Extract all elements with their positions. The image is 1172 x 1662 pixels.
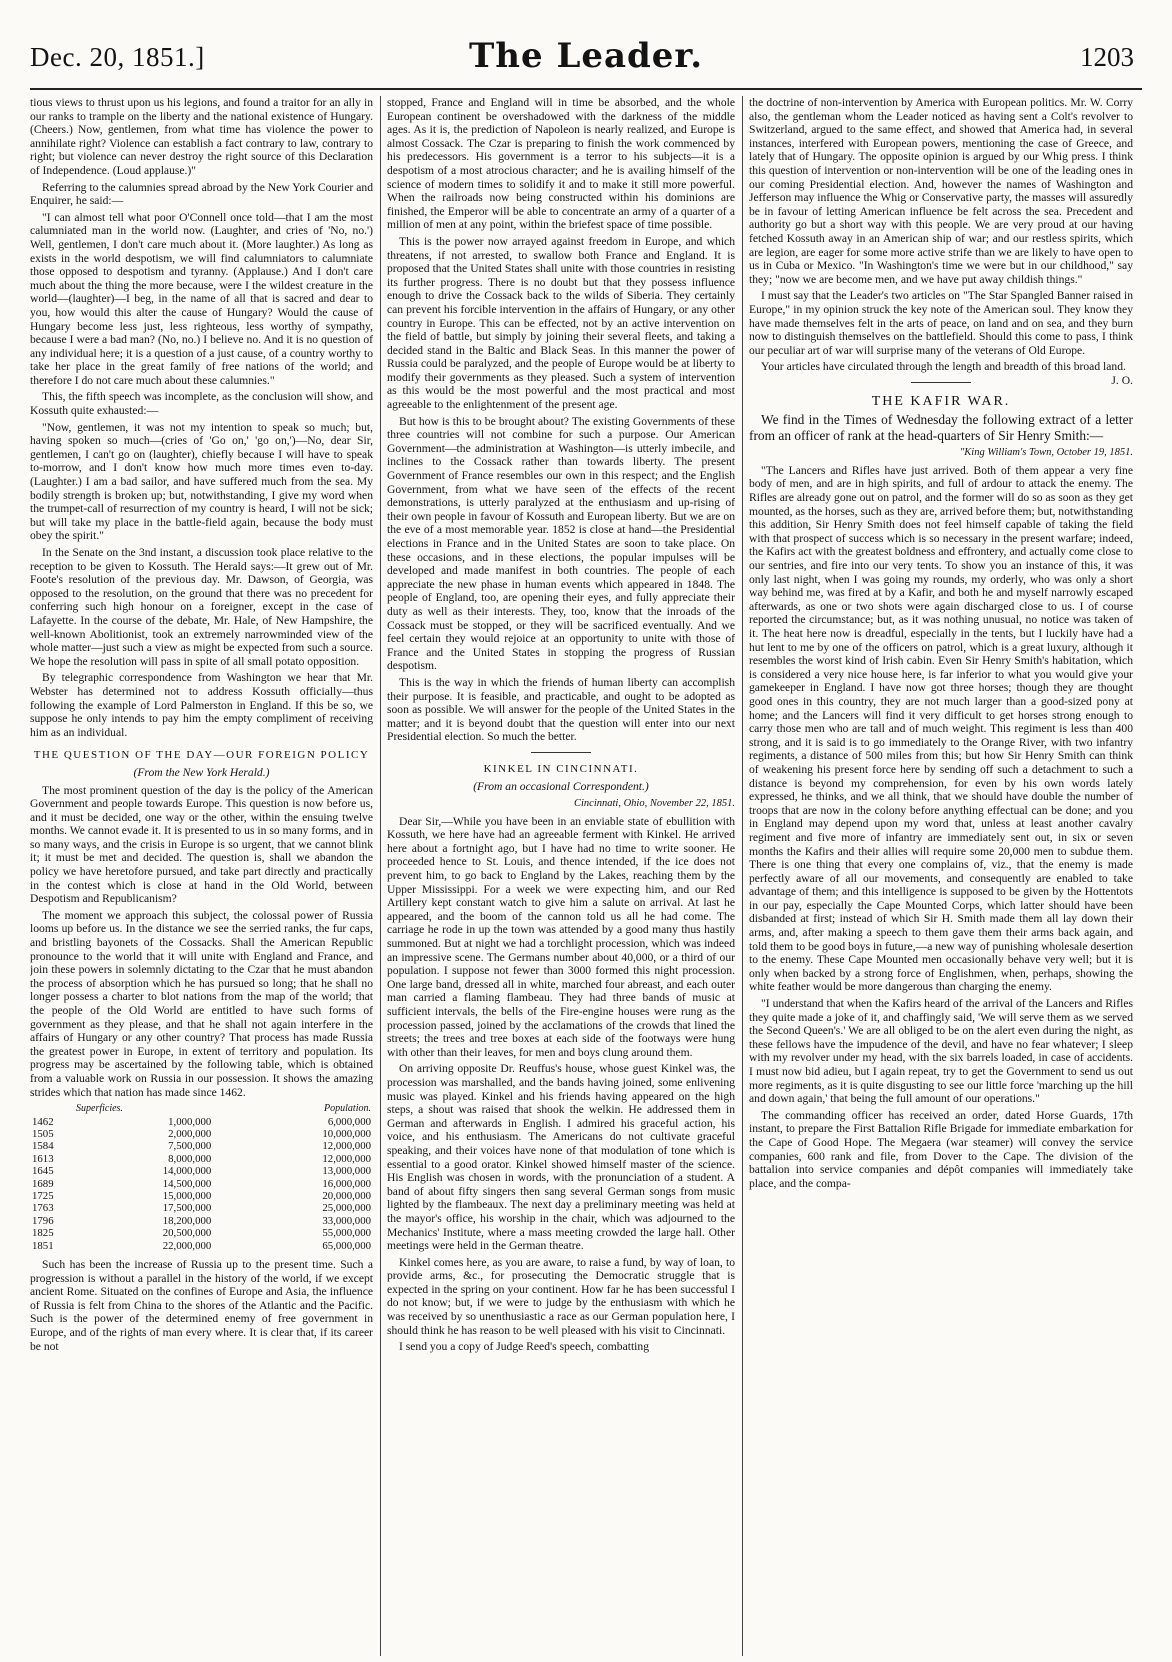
population-cell: 25,000,000 bbox=[322, 1202, 371, 1215]
table-row bbox=[30, 1202, 373, 1214]
population-cell: 13,000,000 bbox=[322, 1165, 371, 1178]
table-row bbox=[30, 1178, 373, 1190]
year-cell: 1645 bbox=[32, 1165, 54, 1178]
quoted-speech: "I can almost tell what poor O'Connell once told—that I am the most calumniated man in the world now. (Laughter, and cries of 'No, no.') Well, gentlemen, I don't care much about it. (More laughter.) As long as exists in the world despotism, we will find calumniators to calumniate those opposed to despotism and tyranny. (Applause.) And I don't care much about the thing the more because, were I the wildest creature in the world—(laughter)—I beg, in the name of all that is sacred and dear to you, how would this alter the cause of Hungary? Would the cause of Hungary become less just, less righteous, less worthy of sympathy, because I were a bad man? (No, no.) I believe no. And it is no question of any individual here; it is a question of a just cause, of a country worthy to take her place in the great family of free nations of the world; and therefore I do not care much about these calumnies." bbox=[30, 210, 373, 387]
paragraph: In the Senate on the 3nd instant, a discussion took place relative to the reception to be given to Kossuth. The Herald says:—It grew out of Mr. Foote's resolution of the previous day. Mr. Dawson, of Georgia, was opposed to the resolution, on the ground that there was no precedent for conferring such high honour on a foreigner, except in the case of Lafayette. In the course of the debate, Mr. Hale, of New Hampshire, the well-known Abolitionist, took an extremely narrowminded view of the whole matter—just such a view as might be expected from such a source. We hope the resolution will pass in spite of all small potato opposition. bbox=[30, 546, 373, 668]
year-cell: 1763 bbox=[32, 1202, 54, 1215]
column-3 bbox=[749, 96, 1133, 1656]
paragraph-text: Your articles have circulated through the length and breadth of this broad land. bbox=[761, 360, 1126, 374]
quoted-speech: "Now, gentlemen, it was not my intention to speak so much; but, having spoken so much—(cries of 'Go on,' 'go on,')—No, dear Sir, gentlemen, I can't go on (laughter), chiefly because I will have to speak to-morrow, and I don't know how much more times even to-day. (Laughter.) I am a bad sailor, and have suffered much from the sea. My bodily strength is broken up; but, notwithstanding, I give my word when the trumpet-call of resurrection of my country is heard, I will not be sick; but will take my place in the battle-field again, because the body must obey the spirit." bbox=[30, 420, 373, 543]
paragraph: The commanding officer has received an order, dated Horse Guards, 17th instant, to prepare the First Battalion Rifle Brigade for immediate embarkation for the Cape of Good Hope. The Megaera (war steamer) will convey the service companies, 600 rank and file, from Dover to the Cape. The division of the battalion into service companies and dépôt companies will immediately take place, and the compa- bbox=[749, 1108, 1133, 1190]
leader-dots bbox=[213, 1116, 233, 1128]
column-divider bbox=[742, 96, 743, 1656]
paragraph: On arriving opposite Dr. Reuffus's house, whose guest Kinkel was, the procession was marshalled, and the bands having joined, some enlivening music was played. Kinkel and his friends having appeared on the high steps, a shout was raised that shook the welkin. He addressed them in German and afterwards in English. I admired his graceful action, his voice, and his enthusiasm. The Americans do not cultivate graceful speaking, and their voices have none of that modulation of tone which is essential to a good orator. Kinkel showed himself master of the science. His English was chosen in words, with the pronunciation of a student. A band of about fifty singers then sang several German songs from music lighted by the flambeaux. The next day a preliminary meeting was held at the mayor's office, his worship in the chair, which was adjourned to the Mechanics' Institute, where a mass meeting crowded the large hall. Other meetings were held in the German theatre. bbox=[387, 1062, 735, 1253]
leader-dots bbox=[213, 1190, 233, 1202]
population-cell: 55,000,000 bbox=[322, 1227, 371, 1240]
year-cell: 1505 bbox=[32, 1127, 54, 1140]
population-cell: 20,000,000 bbox=[322, 1190, 371, 1202]
paragraph: By telegraphic correspondence from Washington we hear that Mr. Webster has determined not to address Kossuth officially—thus following the example of Lord Palmerston in England. If this be so, we suppose he only intends to pay him the empty compliment of receiving him as an individual. bbox=[30, 671, 373, 739]
paragraph: This is the way in which the friends of human liberty can accomplish their purpose. It is feasible, and practicable, and ought to be adopted as soon as possible. We will answer for the people of the United States in the matter; and it is beyond doubt that the question will enter into our next Presidential election. So much the better. bbox=[387, 675, 735, 744]
section-rule bbox=[531, 752, 591, 753]
page-number: 1203 bbox=[1080, 42, 1134, 72]
newspaper-title: The Leader. bbox=[468, 36, 704, 76]
paragraph: This is the power now arrayed against freedom in Europe, and which threatens, if not arrested, to swallow both France and England. It is proposed that the United States shall unite with those countries in resisting its further progress. There is no doubt but that they possess influence enough to drive the Cossack back to the wilds of Siberia. They certainly can prevent his forcible intervention in the affairs of Hungary, or any other country in Europe. This can be effected, not by an active intervention on the field of battle, but simply by joining their several fleets, and taking a decided stand in the Baltic and Black Seas. In this manner the power of Russia could be paralyzed, and the people of Europe would be at liberty to modify their governments as they pleased. Such a system of intervention as this would be the most powerful and the most practical and most agreeable to the enlightenment of the present age. bbox=[387, 234, 735, 412]
population-cell: 10,000,000 bbox=[322, 1127, 371, 1140]
year-cell: 1462 bbox=[32, 1115, 54, 1128]
year-cell: 1851 bbox=[32, 1239, 54, 1252]
article-heading: KINKEL IN CINCINNATI. bbox=[483, 762, 639, 775]
population-cell: 65,000,000 bbox=[322, 1239, 371, 1252]
year-cell: 1796 bbox=[32, 1214, 54, 1227]
column-header: Population. bbox=[324, 1103, 371, 1115]
signature-initials: J. O. bbox=[1111, 373, 1133, 387]
paragraph: Such has been the increase of Russia up to the present time. Such a progression is without a parallel in the history of the world, if we except ancient Rome. Situated on the confines of Europe and Asia, the influence of Russia is felt from China to the shores of the Atlantic and the Pacific. Such is the power of the determined enemy of free government in Europe, and of the rights of man every where. It is clear that, if its career be not bbox=[30, 1258, 373, 1353]
paragraph: The moment we approach this subject, the colossal power of Russia looms up before us. In the distance we see the serried ranks, the fur caps, and bristling bayonets of the Cossacks. Shall the American Republic pronounce to the world that it will unite with England and France, and join these powers in solemnly dictating to the Czar that he must abandon the process of absorption which he has pursued so long; that he shall no longer possess a charter to blot nations from the map of the world; that the people of the Old World are entitled to have such forms of government as they please, and that he shall not again interfere in the affairs of Hungary or any other country? That process has made Russia the greatest power in Europe, in extent of territory and population. Its progress may be ascertained by the following table, which is obtained from a valuable work on Russia in our possession. It shows the amazing strides which that nation has made since 1462. bbox=[30, 908, 373, 1099]
table-row bbox=[30, 1165, 373, 1177]
issue-date: Dec. 20, 1851.] bbox=[30, 42, 205, 72]
russia-growth-table bbox=[30, 1103, 373, 1252]
column-2 bbox=[387, 96, 735, 1656]
year-cell: 1584 bbox=[32, 1140, 54, 1153]
paragraph: Kinkel comes here, as you are aware, to raise a fund, by way of loan, to provide arms, &c., for prosecuting the Democratic struggle that is expected in the spring on your continent. How far he has been successful I do not know; but, if we were to judge by the enthusiasm with which he was received by so unenthusiastic a race as our German population here, I should think he has reason to be well pleased with his visit to Cincinnati. bbox=[387, 1255, 735, 1337]
superficies-cell: 15,000,000 bbox=[162, 1190, 212, 1202]
column-divider bbox=[380, 96, 381, 1656]
table-row bbox=[30, 1190, 373, 1202]
paragraph bbox=[749, 360, 1133, 387]
superficies-cell: 2,000,000 bbox=[168, 1127, 212, 1140]
paragraph: stopped, France and England will in time be absorbed, and the whole European continent be overshadowed with the darkness of the middle ages. As it is, the prediction of Napoleon is nearly realized, and Europe is almost Cossack. The Czar is preparing to finish the work commenced by his predecessors. His government is a terror to his subjects—it is a despotism of a most atrocious character; and he is availing himself of the science of modern times to solidify it and to make it still more powerful. When the railroads now being constructed within his dominions are finished, the Emperor will be able to concentrate an army of a quarter of a million of men at any point, within the briefest space of time possible. bbox=[387, 96, 735, 232]
table-body bbox=[30, 1116, 373, 1252]
section-rule bbox=[911, 382, 971, 383]
population-cell: 12,000,000 bbox=[322, 1152, 371, 1165]
article-heading: THE KAFIR WAR. bbox=[871, 393, 1011, 409]
table-row bbox=[30, 1215, 373, 1227]
column-1 bbox=[30, 96, 373, 1656]
leader-dots bbox=[213, 1240, 233, 1252]
paragraph: the doctrine of non-intervention by America with European politics. Mr. W. Corry also, the gentleman whom the Leader noticed as having sent a Colt's revolver to Switzerland, argued to the same effect, and showed that America had, in several instances, interfered with European powers, mentioning the case of Greece, and lately that of Hungary. The opposite opinion is argued by our Whig press. I think this question of intervention or non-intervention will be one of the leading ones in our coming Presidential election. And, however the names of Washington and Jefferson may influence the Whig or Conservative party, the masses will assuredly be in favour of letting American influence be felt across the sea. Precedent and authority go but a short way with this people. We are very proud at our having fetched Kossuth away in an American ship of war; and our restless spirits, which are legion, are eager for some more active strife than we are likely to have open to us in Cuba or Mexico. "In Washington's time we were but in our childhood," say they; "now we are become men, and we have put away childish things." bbox=[749, 96, 1133, 286]
leader-dots bbox=[213, 1128, 233, 1140]
paragraph: Dear Sir,—While you have been in an enviable state of ebullition with Kossuth, we here have had an agreeable ferment with Kinkel. He arrived here about a fortnight ago, but I have had no time to write sooner. He proceeded hence to St. Louis, and thence intended, if the ice does not prevent him, to go back to England by the Lakes, reaching them by the Upper Mississippi. For a week we were expecting him, and our Red Artillery kept constant watch to give him a salute on arrival. At last he appeared, and the boom of the cannon told us all he had come. The carriage he rode in up the town was attended by a good many thus hastily summoned. But at night we had a torchlight procession, which was indeed an impressive scene. The Germans number about 40,000, or a third of our population. I suppose not fewer than 3000 formed this night procession. One large band, dressed all in white, marched four abreast, and each outer man carried a flaming flambeau. They had three bands of music at sufficient intervals, the bells of the Fire-engine houses were rung as the procession passed, joined by the acclamations of the crowds that lined the streets; the trees and tree boxes at each side of the footways were hung with other than their leaves, for men and boys clung around them. bbox=[387, 814, 735, 1059]
leader-dots bbox=[213, 1215, 233, 1227]
year-cell: 1689 bbox=[32, 1177, 54, 1190]
masthead-rule bbox=[30, 88, 1142, 90]
table-row bbox=[30, 1140, 373, 1152]
superficies-cell: 17,500,000 bbox=[162, 1202, 212, 1215]
superficies-cell: 14,500,000 bbox=[162, 1177, 212, 1190]
superficies-cell: 22,000,000 bbox=[162, 1239, 212, 1252]
population-cell: 12,000,000 bbox=[322, 1140, 371, 1153]
superficies-cell: 7,500,000 bbox=[168, 1140, 212, 1153]
masthead bbox=[0, 0, 1172, 86]
superficies-cell: 18,200,000 bbox=[162, 1214, 212, 1227]
population-cell: 6,000,000 bbox=[327, 1115, 371, 1128]
leader-dots bbox=[213, 1178, 233, 1190]
article-heading: THE QUESTION OF THE DAY—OUR FOREIGN POLICY bbox=[33, 749, 370, 762]
year-cell: 1725 bbox=[32, 1190, 54, 1202]
leader-dots bbox=[213, 1202, 233, 1214]
lead-paragraph: We find in the Times of Wednesday the following extract of a letter from an officer of rank at the head-quarters of Sir Henry Smith:— bbox=[749, 412, 1133, 443]
leader-dots bbox=[213, 1227, 233, 1239]
letter-dateline: "King William's Town, October 19, 1851. bbox=[959, 447, 1133, 459]
quoted-letter: "The Lancers and Rifles have just arrived. Both of them appear a very fine body of men, and are in high spirits, and full of ardour to attack the enemy. The Rifles are already gone out on patrol, and the former will do so as soon as they get mounted, as the horses, such as they are, arrived before them; but, notwithstanding this addition, Sir Henry Smith does not feel himself capable of taking the field with that prospect of success which is so necessary in the present warfare; indeed, the Kafirs act with the greatest boldness and effrontery, and actually come close to our sentries, and fire into our very tents. To show you an instance of this, it was only last night, when I was going my rounds, my orderly, who was only a short way behind me, was fired at by a Kafir, and both he and myself narrowly escaped afterwards, as one or two shots were again discharged close to us. I of course reported the circumstance; but, as it was nothing unusual, no notice was taken of it. The heat here now is dreadful, especially in the tents, but I luckily have had a hut lent to me by one of the officers on patrol, which is a great luxury, although it resembles the worst kind of Irish cabin. Even Sir Henry Smith's habitation, which is considered a very nice house here, is far inferior to what you would give your gamekeeper in England. I have now got three horses; though they are thought good ones in this country, they are not much larger than a good-sized pony at home; and the Lancers will find it very difficult to get horses strong enough to carry those men who are tall and of much weight. This regiment is less than 400 strong, and it is said is to go immediately to the Orange River, with two infantry regiments, a distance of 500 miles from this; but how Sir Henry Smith can think of weakening his present force here by sending off such a detachment to such a distance is beyond my comprehension, for even by his own words lately expressed, he thinks, and we all think, that we should have double the number of troops that are now in the colony before anything effectual can be done; and you in England may depend upon my word that, unless at least another cavalry regiment and five more of infantry are immediately sent out, in six or seven months the Kafirs and their allies will require some 20,000 men to subdue them. There is one thing that every one complains of, viz., that the enemy is made perfectly aware of all our movements, and consequently are enabled to take advantage of them; and this intelligence is supposed to be given by the Hottentots in our pay, especially the Cape Mounted Corps, which latter should have been disbanded at first; instead of which Sir H. Smith made them all lay down their arms, and, after making a speech to them gave them their arms back again, and told them to be good boys in future,—a new way of punishing wholesale desertion to the enemy. These Cape Mounted men occasionally behave very well; but it is only when backed by a strong force of Englishmen, when, perhaps, showing the white feather would be more dangerous than charging the enemy. bbox=[749, 463, 1133, 994]
superficies-cell: 8,000,000 bbox=[168, 1152, 212, 1165]
leader-dots bbox=[213, 1165, 233, 1177]
table-row bbox=[30, 1227, 373, 1239]
population-cell: 33,000,000 bbox=[322, 1214, 371, 1227]
year-cell: 1613 bbox=[32, 1152, 54, 1165]
table-header-row bbox=[30, 1103, 373, 1115]
superficies-cell: 14,000,000 bbox=[162, 1165, 212, 1178]
letter-dateline: Cincinnati, Ohio, November 22, 1851. bbox=[574, 798, 735, 810]
paragraph: This, the fifth speech was incomplete, as the conclusion will show, and Kossuth quite exhausted:— bbox=[30, 390, 373, 418]
leader-dots bbox=[213, 1140, 233, 1152]
year-cell: 1825 bbox=[32, 1227, 54, 1240]
article-source: (From an occasional Correspondent.) bbox=[473, 779, 649, 793]
table-row bbox=[30, 1116, 373, 1128]
paragraph: Referring to the calumnies spread abroad by the New York Courier and Enquirer, he said:— bbox=[30, 180, 373, 208]
paragraph: The most prominent question of the day is the policy of the American Government and people towards Europe. This question is now before us, and it must be decided, one way or the other, within the ensuing twelve months. We cannot evade it. It is presented to us in so many forms, and in so many ways, and the crisis in Europe is so urgent, that we cannot blink it; it must be met and decided. The question is, shall we abandon the policy we have heretofore pursued, and take part directly and practically in the contest which is close at hand in the Old World, between Despotism and Republicanism? bbox=[30, 783, 373, 906]
population-cell: 16,000,000 bbox=[322, 1177, 371, 1190]
leader-dots bbox=[213, 1153, 233, 1165]
paragraph: I must say that the Leader's two articles on "The Star Spangled Banner raised in Europe," in my opinion struck the key note of the American soul. They know they have made themselves felt in the arts of peace, on land and on sea, and they burn now to distinguish themselves on the battlefield. Should this come to pass, I think our peculiar art of war will surprise many of the veterans of Old Europe. bbox=[749, 289, 1133, 357]
article-source: (From the New York Herald.) bbox=[133, 765, 270, 779]
superficies-cell: 1,000,000 bbox=[168, 1115, 212, 1128]
paragraph: tious views to thrust upon us his legions, and found a traitor for an ally in our ranks to trample on the liberty and the national existence of Hungary. (Cheers.) Now, gentlemen, from what time has violence the power to annihilate right? Violence can establish a fact contrary to law, contrary to right; but violence can never destroy the right source of this Declaration of Independence. (Loud applause.)" bbox=[30, 96, 373, 177]
column-header: Superficies. bbox=[76, 1103, 123, 1115]
quoted-letter: "I understand that when the Kafirs heard of the arrival of the Lancers and Rifles they quite made a joke of it, and chaffingly said, 'We will serve them as we served the Second Queen's.' We are all obliged to be on the alert even during the night, as these fellows have the impudence of the devil, and have no fear whatever; I sleep with my revolver under my head, with the six barrels loaded, in case of accidents. I must now bid adieu, but I again repeat, try to get the Government to send us out more regiments, as it is quite disgusting to see our little force 'marching up the hill and down again,' that being the full amount of our operations." bbox=[749, 997, 1133, 1106]
table-row bbox=[30, 1240, 373, 1252]
paragraph: But how is this to be brought about? The existing Governments of these three countries will not combine for such a purpose. Our American Government—the administration at Washington—is utterly imbecile, and inclines to the Cossack rather than towards liberty. The present Government of France resembles our own in this respect; and the English Government, from what we have seen of the effects of the recent demonstrations, is utterly paralyzed at the enthusiasm and up-rising of their own people in favour of Kossuth and European liberty. But we are on the eve of a most memorable year. 1852 is close at hand—the Presidential elections in France and in the United States are soon to take place. On these occasions, and in these elections, the popular impulses will be developed and made manifest in both countries. The people of each appreciate the new phase in human events which appeared in 1848. The people of England, too, are opening their eyes, and fully appreciate their duty as well as their interests. They, too, know that the inroads of the Cossack must be stopped, or they will be sacrificed eventually. And we feel certain they would rejoice at an opportunity to unite with those of France and the United States in stopping the progress of Russian despotism. bbox=[387, 414, 735, 673]
superficies-cell: 20,500,000 bbox=[162, 1227, 212, 1240]
table-row bbox=[30, 1128, 373, 1140]
table-row bbox=[30, 1153, 373, 1165]
paragraph: I send you a copy of Judge Reed's speech, combatting bbox=[399, 1340, 650, 1354]
